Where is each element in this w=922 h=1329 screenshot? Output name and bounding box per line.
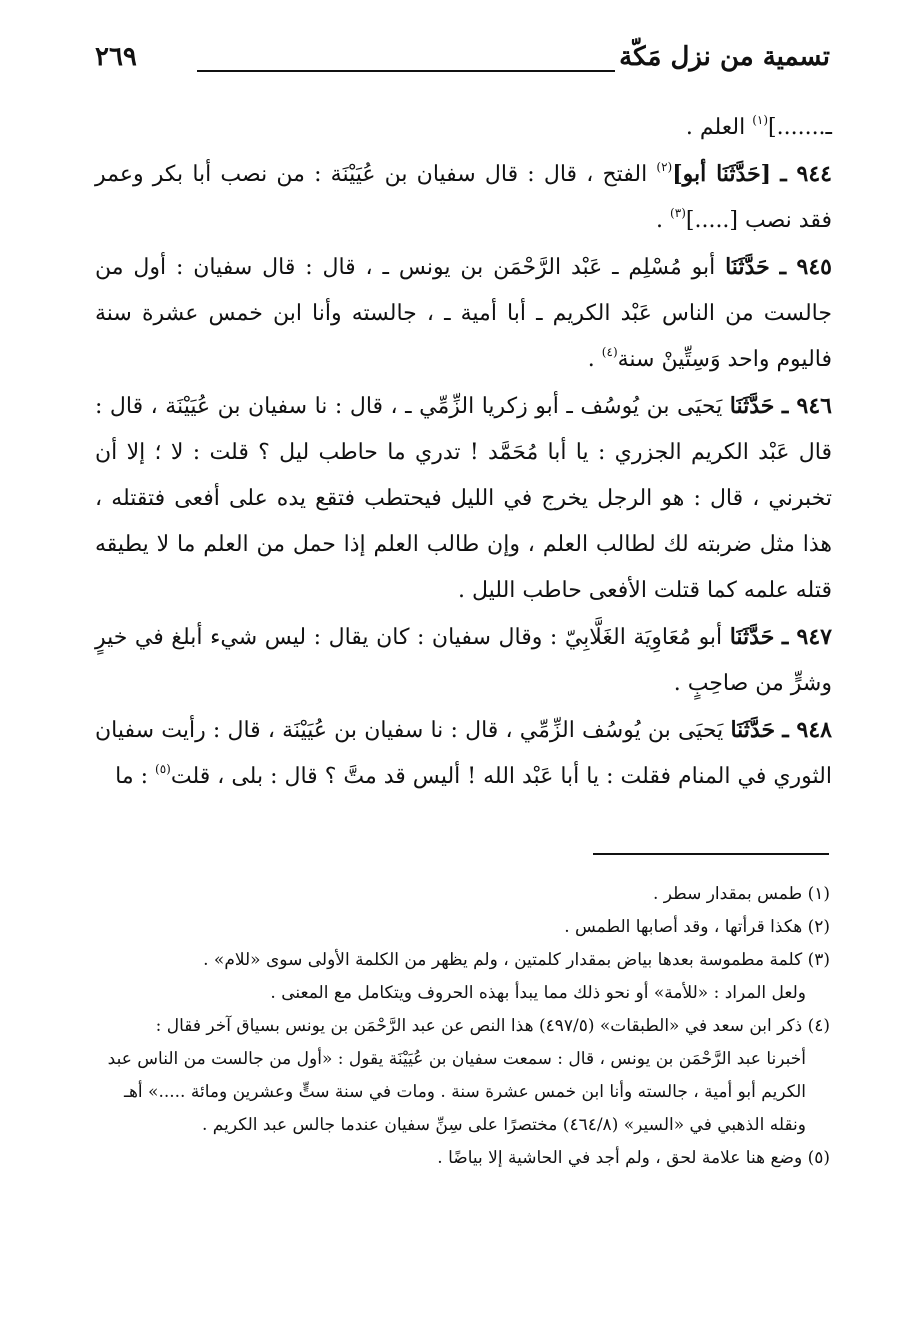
paragraph-text: أبو مُسْلِم ـ عَبْد الرَّحْمَن بن يونس ـ ، قال : قال سفيان : أول من جالست من الناس عَبْد الكريم ـ أبا أمية ـ ، جالسته وأنا ابن خمس عشرة سنة فاليوم واحد وَسِتِّينْ سنة — [95, 255, 832, 372]
footnote-ref-1: (١) — [752, 112, 769, 127]
footnote-4: (٤) ذكر ابن سعد في «الطبقات» (٤٩٧/٥) هذا النص عن عبد الرَّحْمَن بن يونس بسياق آخر فقال : — [155, 1016, 830, 1036]
footnote-3-continuation: ولعل المراد : «للأمة» أو نحو ذلك مما يبدأ بهذه الحروف ويتكامل مع المعنى . — [270, 983, 806, 1003]
footnote-ref-2: (٢) — [656, 159, 673, 174]
page-header — [95, 42, 830, 90]
footnote-3: (٣) كلمة مطموسة بعدها بياض بمقدار كلمتين ، ولم يظهر من الكلمة الأولى سوى «للام» . — [203, 950, 830, 970]
hadith-number: ٩٤٤ ـ — [780, 161, 832, 187]
header-rule — [197, 70, 615, 72]
page-number: ٢٦٩ — [95, 42, 137, 72]
narration-lead: حَدَّثَنَا — [730, 717, 776, 743]
hadith-number: ٩٤٥ ـ — [779, 254, 832, 280]
paragraph-text: يَحيَى بن يُوسُف الزِّمِّي ، قال : نا سفيان بن عُيَيْنَة ، قال : رأيت سفيان الثوري في المنام فقلت : يا أبا عَبْد الله ! أليس قد متَّ ؟ قال : بلى ، قلت — [95, 718, 832, 789]
paragraph-continuation — [95, 105, 832, 151]
hadith-number: ٩٤٦ ـ — [781, 393, 832, 419]
paragraph-text: : ما — [115, 764, 156, 789]
footnote-4-quote: أخبرنا عبد الرَّحْمَن بن يونس ، قال : سمعت سفيان بن عُيَيْنَة يقول : «أول من جالست من الناس عبد الكريم أبو أمية ، جالسته وأنا ابن خمس عشرة سنة . ومات في سنة ستٍّ وعشرين ومائة .....» أهـ — [107, 1049, 806, 1102]
paragraph-text: أبو مُعَاوِيَة الغَلَّابِيّ : وقال سفيان : كان يقال : ليس شيء أبلغ في خيرٍ وشرٍّ من صاحِبٍ . — [95, 625, 832, 696]
narration-lead: حَدَّثَنَا — [729, 393, 775, 419]
hadith-948 — [95, 707, 832, 800]
paragraph-text: . — [587, 347, 602, 372]
hadith-945 — [95, 244, 832, 383]
narration-lead: [حَدَّثَنَا أبو] — [672, 161, 772, 187]
footnote-separator — [593, 853, 829, 855]
footnote-2: (٢) هكذا قرأتها ، وقد أصابها الطمس . — [564, 917, 830, 937]
narration-lead: حَدَّثَنَا — [725, 254, 770, 280]
paragraph-text: يَحيَى بن يُوسُف ـ أبو زكريا الزِّمِّي ـ ، قال : نا سفيان بن عُيَيْنَة ، قال : قال عَبْد الكريم الجزري : يا أبا مُحَمَّد ! تدري ما حاطب ليل ؟ قلت : لا ؛ إلا أن تخبرني ، قال : هو الرجل يخرج في الليل فيحتطب فتقع يده على أفعى فتقتله ، هذا مثل ضربته لك لطالب العلم ، وإن طالب العلم إذا حمل من العلم ما لا يطيقه قتله علمه كما قتلت الأفعى حاطب الليل . — [95, 394, 832, 603]
hadith-946 — [95, 383, 832, 614]
footnotes — [95, 878, 830, 1175]
paragraph-text: العلم . — [685, 115, 753, 140]
narration-lead: حَدَّثَنَا — [729, 624, 775, 650]
footnote-ref-4: (٤) — [601, 344, 618, 359]
running-title: تسمية من نزل مَكّة — [619, 42, 830, 72]
paragraph-text: الفتح ، قال : قال سفيان بن عُيَيْنَة : من نصب أبا بكر وعمر فقد نصب [.....] — [95, 162, 832, 233]
lacuna-text: ـ.......] — [768, 115, 832, 140]
hadith-number: ٩٤٨ ـ — [782, 717, 832, 743]
paragraph-text: . — [656, 208, 671, 233]
footnote-5: (٥) وضع هنا علامة لحق ، ولم أجد في الحاشية إلا بياضًا . — [437, 1148, 830, 1168]
hadith-947 — [95, 614, 832, 707]
footnote-ref-5: (٥) — [155, 761, 171, 776]
footnote-ref-3: (٣) — [670, 205, 686, 220]
footnote-1: (١) طمس بمقدار سطر . — [652, 884, 830, 904]
hadith-number: ٩٤٧ ـ — [781, 624, 832, 650]
footnote-4-continuation: ونقله الذهبي في «السير» (٤٦٤/٨) مختصرًا على سِنِّ سفيان عندما جالس عبد الكريم . — [202, 1115, 806, 1135]
main-text — [95, 105, 832, 800]
hadith-944 — [95, 151, 832, 244]
